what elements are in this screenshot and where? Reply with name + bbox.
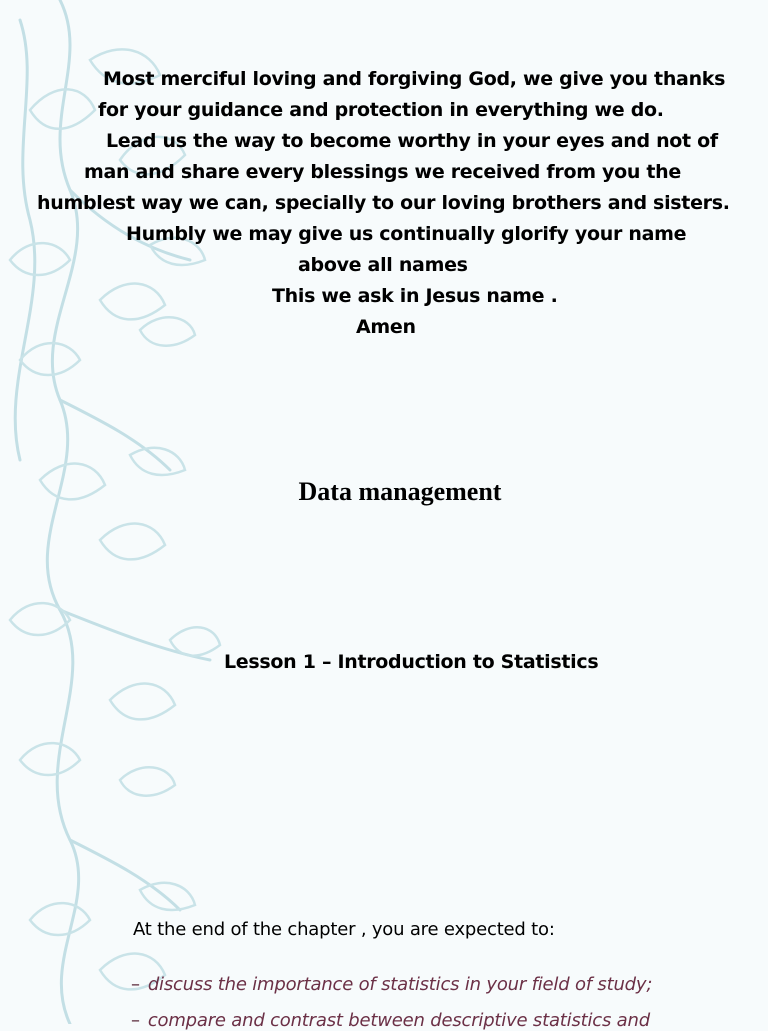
objectives-intro: At the end of the chapter , you are expected to: [133,919,555,940]
lesson-heading: Lesson 1 – Introduction to Statistics [224,651,599,673]
prayer-line: above all names [298,254,468,276]
objective-text: discuss the importance of statistics in your field of study; [147,974,653,995]
prayer-line: Lead us the way to become worthy in your eyes and not of [106,130,718,152]
prayer-line: for your guidance and protection in everything we do. [98,99,664,121]
bullet-dash: – [131,974,140,995]
document-title: Data management [298,477,502,506]
bullet-dash: – [131,1010,140,1031]
prayer-line: Most merciful loving and forgiving God, we give you thanks [103,68,726,90]
prayer-line: man and share every blessings we received from you the [84,161,681,183]
objective-text: compare and contrast between descriptive statistics and [147,1010,650,1031]
prayer-line: Amen [356,316,416,338]
prayer-line: humblest way we can, specially to our loving brothers and sisters. [37,192,730,214]
objective-item [131,974,652,995]
prayer-line: Humbly we may give us continually glorify your name [126,223,687,245]
objective-item [131,1010,650,1031]
prayer-line: This we ask in Jesus name . [272,285,558,307]
